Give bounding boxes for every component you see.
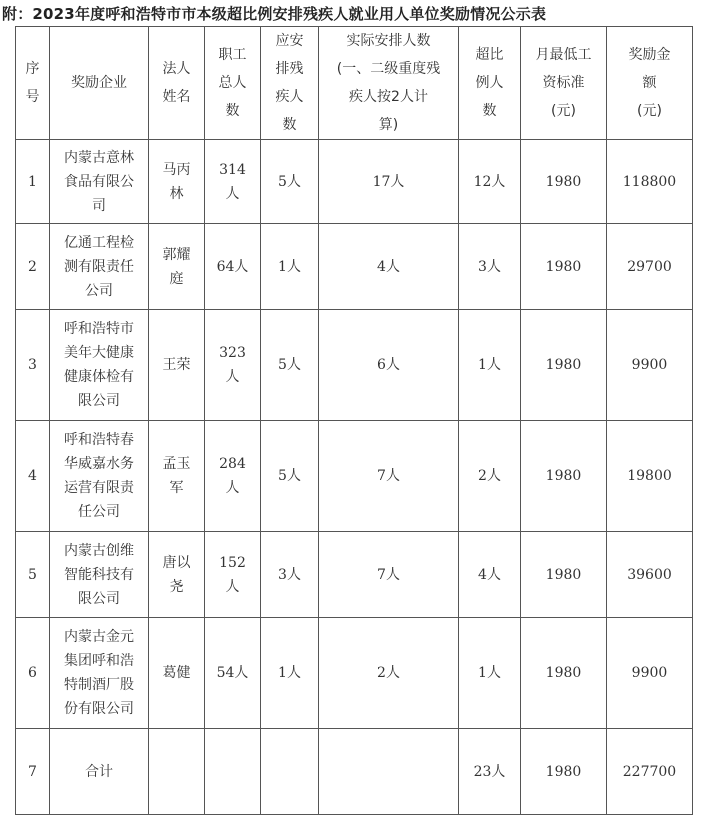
cell-line: 公司: [85, 282, 113, 299]
cell-line: 合计: [85, 763, 113, 780]
col-header-excess: [459, 27, 521, 140]
cell-company: [50, 729, 149, 815]
cell-staff: [205, 421, 261, 532]
cell-company: [50, 618, 149, 729]
cell-line: 亿通工程检: [64, 234, 134, 251]
cell-company: [50, 421, 149, 532]
cell-line: 测有限责任: [64, 258, 134, 275]
cell-line: 华威嘉水务: [64, 456, 134, 472]
cell-award: 29700: [607, 224, 693, 310]
cell-excess: 1人: [459, 310, 521, 421]
cell-staff: [205, 618, 261, 729]
cell-line: 54人: [216, 665, 249, 681]
cell-required: 5人: [261, 140, 319, 224]
cell-no: 4: [16, 421, 50, 532]
cell-line: 司: [92, 197, 106, 214]
cell-excess: 23人: [459, 729, 521, 815]
cell-line: 王荣: [162, 357, 191, 373]
header-line: 例人: [475, 75, 504, 91]
cell-line: 葛健: [162, 665, 191, 681]
col-header-actual: [319, 27, 459, 140]
cell-line: 人: [225, 578, 240, 595]
cell-no: 1: [16, 140, 50, 224]
cell-line: 呼和浩特市: [64, 321, 134, 337]
cell-wage: 1980: [521, 224, 607, 310]
table-row: [16, 140, 693, 224]
cell-company: [50, 532, 149, 618]
cell-required: 5人: [261, 421, 319, 532]
cell-legal-person: [149, 532, 205, 618]
header-line: 号: [25, 89, 40, 105]
cell-actual: 17人: [319, 140, 459, 224]
table-row: [16, 421, 693, 532]
cell-line: 64人: [216, 258, 249, 275]
cell-no: 3: [16, 310, 50, 421]
header-line: 序: [25, 61, 40, 77]
header-line: 疾人: [275, 89, 304, 105]
cell-wage: 1980: [521, 310, 607, 421]
cell-legal-person: [149, 618, 205, 729]
table-row: [16, 729, 693, 815]
cell-award: 9900: [607, 618, 693, 729]
cell-legal-person: [149, 729, 205, 815]
cell-line: 美年大健康: [64, 345, 134, 361]
cell-excess: 3人: [459, 224, 521, 310]
cell-no: 2: [16, 224, 50, 310]
award-table: [15, 26, 693, 815]
cell-legal-person: [149, 421, 205, 532]
header-line: 法人: [162, 61, 191, 77]
col-header-award: [607, 27, 693, 140]
cell-excess: 4人: [459, 532, 521, 618]
col-header-required: [261, 27, 319, 140]
cell-required: 3人: [261, 532, 319, 618]
cell-wage: 1980: [521, 532, 607, 618]
cell-legal-person: [149, 224, 205, 310]
header-line: 数: [482, 103, 497, 119]
cell-line: 呼和浩特春: [64, 432, 134, 448]
cell-line: 任公司: [78, 504, 120, 520]
cell-staff: [205, 224, 261, 310]
cell-wage: 1980: [521, 421, 607, 532]
cell-line: 人: [225, 185, 240, 202]
cell-award: 118800: [607, 140, 693, 224]
cell-line: 健康体检有: [64, 369, 134, 385]
cell-line: 智能科技有: [64, 566, 134, 583]
cell-company: [50, 140, 149, 224]
header-line: 实际安排人数: [346, 33, 431, 49]
cell-line: 林: [169, 185, 184, 202]
header-line: 算): [378, 117, 399, 133]
cell-line: 马丙: [162, 161, 191, 178]
cell-line: 份有限公司: [64, 701, 134, 717]
table-row: [16, 310, 693, 421]
cell-actual: 7人: [319, 421, 459, 532]
header-line: 职工: [218, 47, 247, 63]
page-title: 附：2023年度呼和浩特市市本级超比例安排残疾人就业用人单位奖励情况公示表: [2, 5, 547, 23]
col-header-no: [16, 27, 50, 140]
cell-line: 食品有限公: [64, 173, 134, 190]
header-line: 超比: [475, 47, 504, 63]
header-line: 排残: [275, 61, 304, 77]
header-line: 奖励金: [628, 47, 671, 63]
header-line: (元): [551, 103, 576, 119]
header-line: 总人: [218, 75, 247, 91]
header-line: (一、二级重度残: [336, 61, 441, 77]
cell-line: 唐以: [162, 554, 191, 571]
header-line: 月最低工: [535, 47, 592, 63]
cell-no: 5: [16, 532, 50, 618]
cell-no: 7: [16, 729, 50, 815]
cell-actual: 6人: [319, 310, 459, 421]
cell-required: [261, 729, 319, 815]
cell-line: 内蒙古金元: [64, 629, 134, 645]
cell-staff: [205, 532, 261, 618]
cell-required: 5人: [261, 310, 319, 421]
cell-staff: [205, 310, 261, 421]
cell-excess: 1人: [459, 618, 521, 729]
cell-actual: 7人: [319, 532, 459, 618]
cell-required: 1人: [261, 224, 319, 310]
cell-line: 人: [225, 480, 240, 496]
cell-wage: 1980: [521, 618, 607, 729]
header-line: 奖励企业: [71, 75, 127, 91]
cell-line: 集团呼和浩: [64, 653, 134, 669]
cell-line: 人: [225, 369, 240, 385]
cell-line: 限公司: [78, 590, 120, 607]
header-line: (元): [637, 103, 662, 119]
header-line: 疾人按2人计: [349, 89, 428, 105]
cell-actual: 2人: [319, 618, 459, 729]
header-line: 应安: [275, 33, 304, 49]
table-row: [16, 618, 693, 729]
cell-line: 内蒙古意林: [64, 149, 134, 166]
table-row: [16, 532, 693, 618]
cell-company: [50, 224, 149, 310]
table-row: [16, 224, 693, 310]
cell-actual: 4人: [319, 224, 459, 310]
cell-required: 1人: [261, 618, 319, 729]
cell-line: 284: [219, 456, 246, 472]
cell-award: 39600: [607, 532, 693, 618]
cell-award: 227700: [607, 729, 693, 815]
cell-legal-person: [149, 310, 205, 421]
col-header-staff: [205, 27, 261, 140]
header-line: 数: [282, 117, 297, 133]
header-line: 数: [225, 103, 240, 119]
cell-legal-person: [149, 140, 205, 224]
cell-wage: 1980: [521, 140, 607, 224]
col-header-legal-person: [149, 27, 205, 140]
cell-line: 运营有限责: [64, 480, 134, 496]
cell-award: 9900: [607, 310, 693, 421]
cell-line: 152: [219, 554, 246, 571]
cell-line: 特制酒厂股: [64, 677, 134, 693]
cell-wage: 1980: [521, 729, 607, 815]
cell-line: 郭耀: [162, 246, 191, 263]
cell-staff: [205, 140, 261, 224]
cell-line: 内蒙古创维: [64, 542, 134, 559]
cell-company: [50, 310, 149, 421]
col-header-wage: [521, 27, 607, 140]
cell-line: 314: [219, 161, 246, 178]
cell-line: 庭: [169, 270, 184, 287]
cell-line: 军: [169, 480, 184, 496]
cell-line: 限公司: [78, 393, 120, 409]
cell-award: 19800: [607, 421, 693, 532]
cell-line: 孟玉: [162, 456, 191, 472]
table-header-row: [16, 27, 693, 140]
cell-line: 尧: [169, 578, 184, 595]
cell-staff: [205, 729, 261, 815]
cell-no: 6: [16, 618, 50, 729]
cell-line: 323: [219, 345, 246, 361]
header-line: 姓名: [162, 89, 191, 105]
cell-excess: 12人: [459, 140, 521, 224]
col-header-company: [50, 27, 149, 140]
header-line: 资标准: [542, 75, 585, 91]
header-line: 额: [642, 75, 657, 91]
cell-actual: [319, 729, 459, 815]
cell-excess: 2人: [459, 421, 521, 532]
